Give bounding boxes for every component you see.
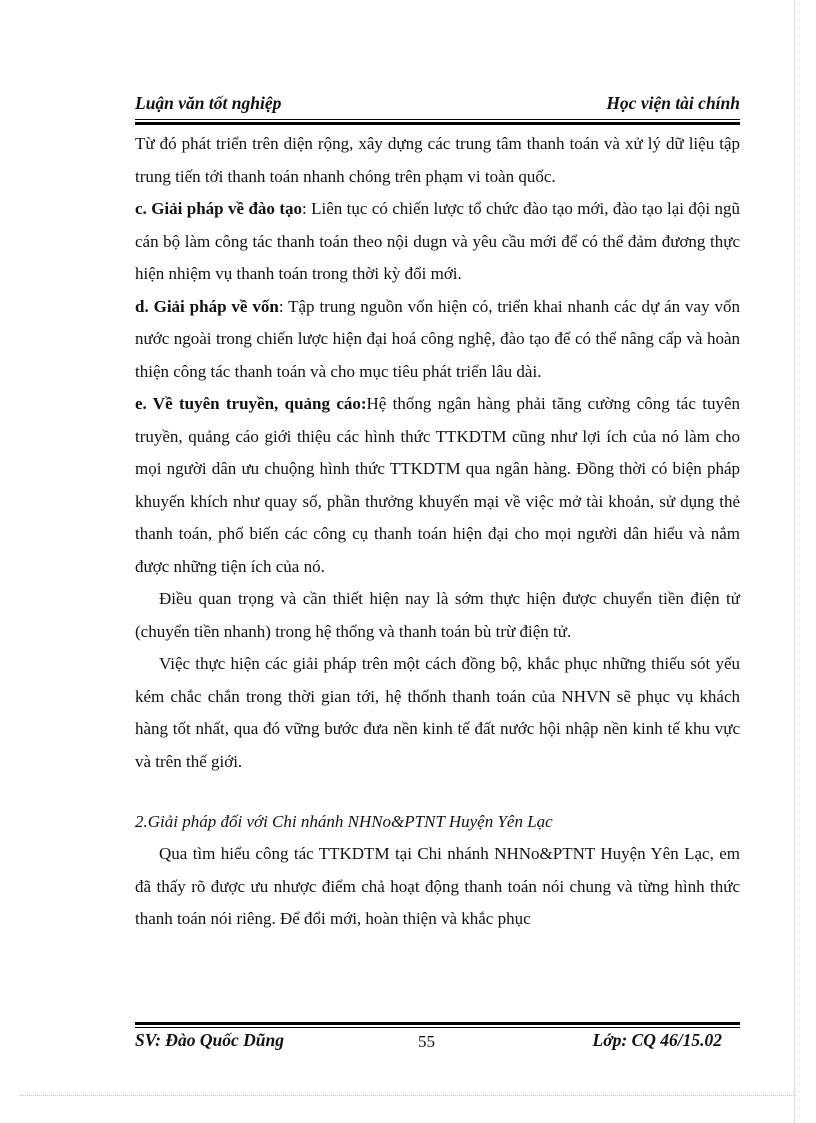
capital-heading: d. Giải pháp về vốn [135, 296, 279, 316]
paragraph-branch-solutions: Qua tìm hiểu công tác TTKDTM tại Chi nhánh NHNo&PTNT Huyện Yên Lạc, em đã thấy rõ được ưu nhược điểm chả hoạt động thanh toán nói chung và từng hình thức thanh toán nói riêng. Để đổi mới, hoàn thiện và khắc phục [135, 844, 740, 928]
paragraph-training [135, 193, 740, 291]
section-title: 2.Giải pháp đối với Chi nhánh NHNo&PTNT Huyện Yên Lạc [135, 812, 553, 831]
paragraph-capital [135, 291, 740, 389]
header-rule-thin [135, 119, 740, 120]
footer-class: Lớp: CQ 46/15.02 [592, 1030, 722, 1050]
training-heading: c. Giải pháp về đào tạo [135, 199, 302, 218]
page-edge-right [794, 0, 795, 1123]
header-thesis-title: Luận văn tốt nghiệp [135, 93, 282, 113]
paragraph-sync-solutions: Việc thực hiện các giải pháp trên một cách đồng bộ, khắc phục những thiếu sót yếu kém chắc chắn trong thời gian tới, hệ thốnh thanh toán của NHVN sẽ phục vụ khách hàng tốt nhất, qua đó vững bước đưa nền kinh tế đất nước hội nhập nền kinh tế khu vực và trên thế giới. [135, 654, 740, 771]
capital-text: : Tập trung nguồn vốn hiện có, triển khai nhanh các dự án vay vốn nước ngoài trong chiến lược hiện đại hoá công nghệ, đào tạo để có thể nâng cấp và hoàn thiện công tác thanh toán và cho mục tiêu phát triển lâu dài. [135, 296, 740, 381]
footer-page-number: 55 [418, 1032, 435, 1051]
page-body [135, 128, 740, 936]
paragraph-advertising [135, 388, 740, 583]
page-edge-bottom [20, 1095, 796, 1096]
advertising-heading: e. Về tuyên truyền, quảng cáo: [135, 394, 367, 413]
footer-rule-thick [135, 1022, 740, 1025]
footer-rule-thin [135, 1027, 740, 1028]
footer-student-name: SV: Đào Quốc Dũng [135, 1030, 284, 1050]
page-header [135, 93, 740, 117]
advertising-text: Hệ thống ngân hàng phải tăng cường công tác tuyên truyền, quảng cáo giới thiệu các hình thức TTKDTM cũng như lợi ích của nó làm cho mọi người dân ưu chuộng hình thức TTKDTM qua ngân hàng. Đồng thời có biện pháp khuyến khích như quay số, phần thưởng khuyến mại về việc mở tài khoản, sử dụng thẻ thanh toán, phổ biến các công cụ thanh toán hiện đại cho mọi người dân hiểu và nắm được những tiện ích của nó. [135, 394, 740, 576]
page-footer [135, 1030, 740, 1054]
paragraph-intro: Từ đó phát triển trên diện rộng, xây dựng các trung tâm thanh toán và xử lý dữ liệu tập trung tiến tới thanh toán nhanh chóng trên phạm vi toàn quốc. [135, 134, 740, 186]
training-text: : Liên tục có chiến lược tổ chức đào tạo mới, đào tạo lại đội ngũ cán bộ làm công tác thanh toán theo nội dugn và yêu cầu mới để có thể đảm đương thực hiện nhiệm vụ thanh toán trong thời kỳ đổi mới. [135, 199, 740, 283]
header-rule-thick [135, 122, 740, 125]
paragraph-electronic-transfer: Điều quan trọng và cần thiết hiện nay là sớm thực hiện được chuyển tiền điện tử (chuyển tiền nhanh) trong hệ thống và thanh toán bù trừ điện tử. [135, 589, 740, 641]
header-institution: Học viện tài chính [606, 93, 740, 113]
